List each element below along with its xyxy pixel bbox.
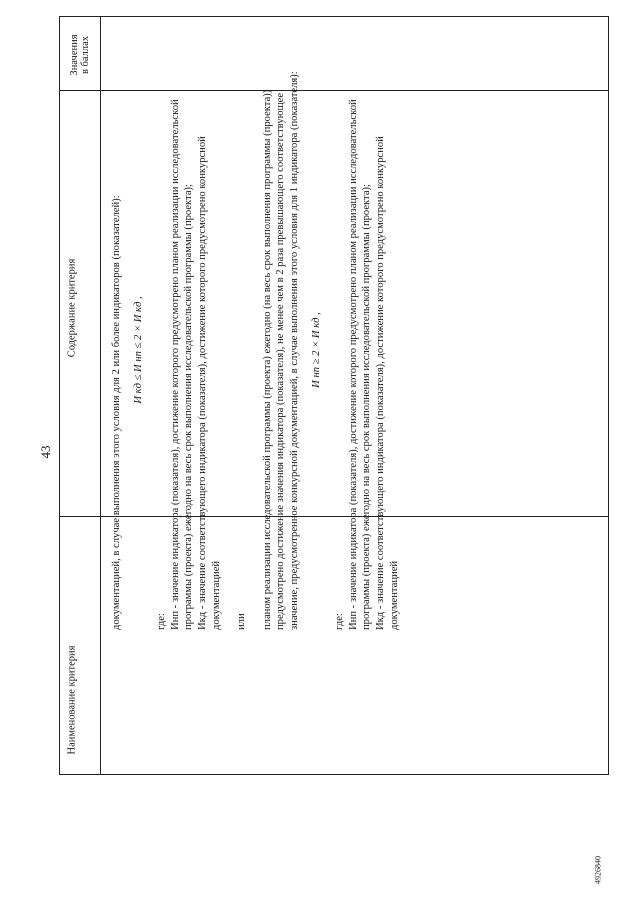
col3-header-line1: Значения <box>69 34 80 76</box>
table-border-bottom <box>59 774 609 775</box>
table-border-top <box>59 16 609 17</box>
definition-ikd-2: Икд - значение соответствующего индикатора (показателя), достижение которого предусмотрено конкурсной документацией <box>374 136 400 630</box>
formula-2: И нп ≥ 2 × И кд , <box>310 312 322 388</box>
paragraph-2: планом реализации исследовательской программы (проекта) ежегодно (на весь срок выполнения программы (проекта)) предусмотрено достижение значения индикатора (показателя), не менее чем в 2 раза превышающего соответствующее значение, предусмотренное конкурсной документацией, в случае выполнения этого условия для 1 индикатора (показателя): <box>261 71 300 630</box>
document-id: 4926840 <box>593 856 603 884</box>
table-border-left <box>59 16 60 774</box>
where-label-1: где: <box>156 613 168 630</box>
table-border-right <box>608 16 609 774</box>
col3-header <box>69 34 91 75</box>
definition-inp-2: Инп - значение индикатора (показателя), достижение которого предусмотрено планом реализации исследовательской программы (проекта) ежегодно на весь срок выполнения исследовательской программы (проекта); <box>347 99 373 630</box>
intro-text: документацией, в случае выполнения этого условия для 2 или более индикаторов (показателей): <box>111 195 122 630</box>
col3-header-line2: в баллах <box>80 35 91 75</box>
page-number: 43 <box>38 445 53 459</box>
formula-1: И кд ≤ И нп ≤ 2 × И кд , <box>132 296 144 404</box>
table-border-header <box>100 16 101 774</box>
definition-inp-1: Инп - значение индикатора (показателя), достижение которого предусмотрено планом реализации исследовательской программы (проекта) ежегодно на весь срок выполнения исследовательской программы (проекта); <box>169 99 195 630</box>
criteria-content <box>110 70 410 630</box>
where-label-2: где: <box>334 613 346 630</box>
col1-header: Наименование критерия <box>66 645 78 755</box>
definition-ikd-1: Икд - значение соответствующего индикатора (показателя), достижение которого предусмотрено конкурсной документацией <box>196 136 222 630</box>
or-label: или <box>236 613 248 630</box>
col2-header: Содержание критерия <box>66 258 78 358</box>
